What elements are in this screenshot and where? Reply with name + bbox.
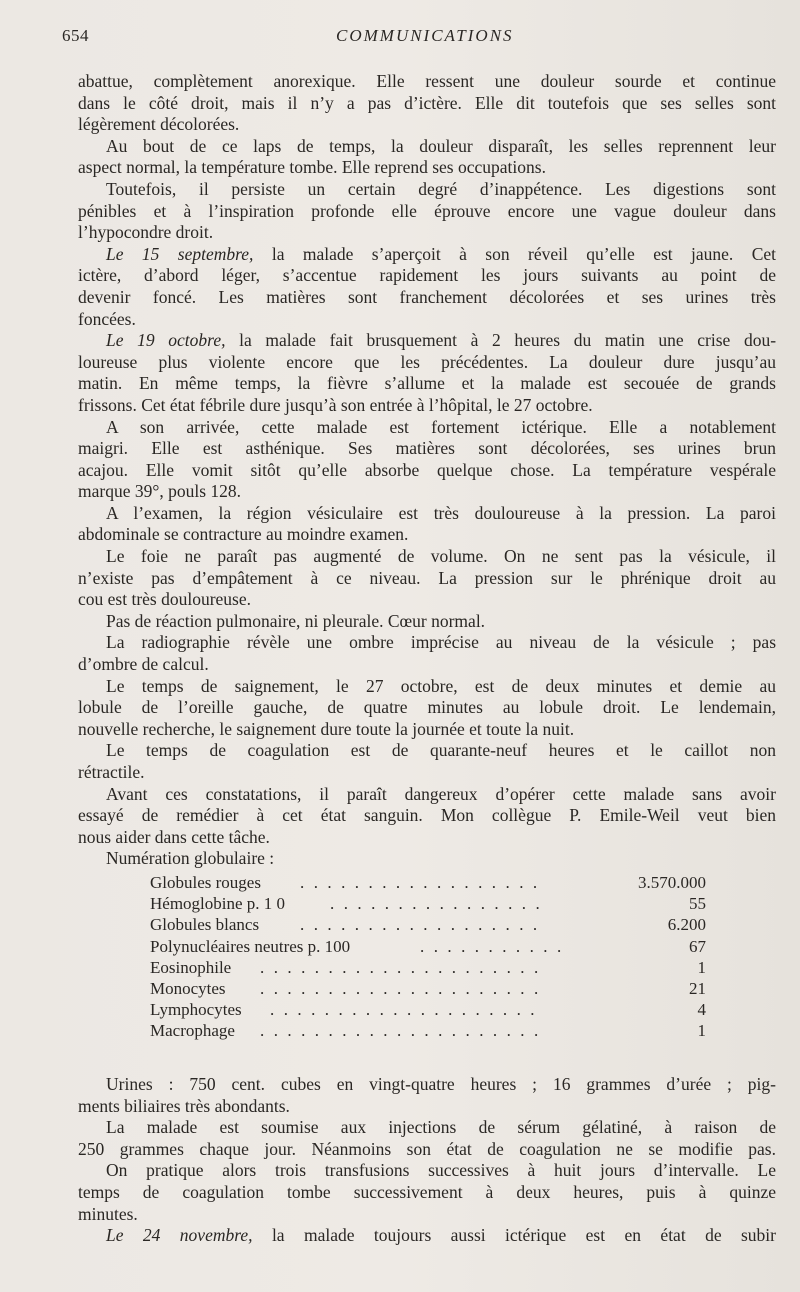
table-row [150,872,706,893]
text-line: aspect normal, la température tombe. Elle reprend ses occupations. [78,157,546,178]
text-line: frissons. Cet état fébrile dure jusqu’à son entrée à l’hôpital, le 27 octobre. [78,394,593,415]
dot-leader: . . . . . . . . . . . . . . . . . . . . . [260,1021,541,1041]
text-line: matin. En même temps, la fièvre s’allume et la malade est secouée de grands [78,373,776,394]
text-line: maigri. Elle est asthénique. Ses matières sont décolorées, ses urines brun [78,438,776,459]
text-line: Pas de réaction pulmonaire, ni pleurale. Cœur normal. [106,610,486,631]
text-line: nous aider dans cette tâche. [78,826,270,847]
date-15-septembre: Le 15 septembre, [106,243,254,264]
text-line: Toutefois, il persiste un certain degré d’inappétence. Les digestions sont [106,178,776,199]
row-label: Lymphocytes [150,1000,242,1020]
row-label: Globules blancs [150,915,260,935]
page-number: 654 [62,26,89,45]
row-value: 1 [697,1021,706,1041]
date-19-octobre: Le 19 octobre, [106,330,226,351]
row-label: Monocytes [150,978,226,998]
text-line: Urines : 750 cent. cubes en vingt-quatre heures ; 16 grammes d’urée ; pig- [106,1074,776,1094]
text-line: pénibles et à l’inspiration profonde elle éprouve encore une vague douleur dans [78,200,776,221]
text-line: cou est très douloureuse. [78,589,252,610]
text-line: légèrement décolorées. [78,114,240,135]
text-line: devenir foncé. Les matières sont franchement décolorées et ses urines très [78,286,776,307]
table-row [150,957,706,978]
table-row [150,1020,706,1041]
dot-leader: . . . . . . . . . . . . . . . . . . . . [270,1000,538,1020]
text-line: abattue, complètement anorexique. Elle ressent une douleur sourde et continue [78,71,776,91]
text-line: minutes. [78,1203,138,1224]
dot-leader: . . . . . . . . . . . [420,936,564,956]
text-line: Avant ces constatations, il paraît dangereux d’opérer cette malade sans avoir [106,783,776,804]
text-line-rest: la malade fait brusquement à 2 heures du matin une crise dou- [239,330,777,351]
text-line: dans le côté droit, mais il n’y a pas d’ictère. Elle dit toutefois que ses selles sont [78,92,776,113]
row-label: Polynucléaires neutres p. 100 [150,936,351,956]
text-line: d’ombre de calcul. [78,654,209,675]
text-line: La malade est soumise aux injections de sérum gélatiné, à raison de [106,1117,776,1138]
table-row [150,978,706,999]
text-line: loureuse plus violente encore que les précédentes. La douleur dure jusqu’au [78,351,776,372]
text-line: A l’examen, la région vésiculaire est très douloureuse à la pression. La paroi [106,502,776,523]
text-line: lobule de l’oreille gauche, de quatre minutes au lobule droit. Le lendemain, [78,697,776,718]
row-value: 3.570.000 [638,873,706,892]
text-line-rest: la malade toujours aussi ictérique est en état de subir [271,1225,777,1246]
row-value: 67 [689,936,706,956]
text-line: La radiographie révèle une ombre imprécise au niveau de la vésicule ; pas [106,632,776,653]
row-value: 1 [697,957,706,977]
text-line [78,1225,776,1247]
dot-leader: . . . . . . . . . . . . . . . . . . . . . [260,957,541,977]
body-text [78,71,776,870]
text-line: marque 39°, pouls 128. [78,481,242,502]
row-label: Eosinophile [150,957,232,977]
text-line: l’hypocondre droit. [78,222,214,243]
dot-leader: . . . . . . . . . . . . . . . . . . [300,915,540,935]
text-line: Au bout de ce laps de temps, la douleur disparaît, les selles reprennent leur [106,135,776,156]
text-line: Numération globulaire : [106,848,275,869]
table-row [150,936,706,957]
table-row [150,893,706,914]
date-24-novembre: Le 24 novembre, [106,1225,253,1246]
text-line [78,330,776,352]
text-line: temps de coagulation tombe successivement à deux heures, puis à quinze [78,1181,776,1202]
text-line: essayé de remédier à cet état sanguin. Mon collègue P. Emile-Weil veut bien [78,805,776,826]
text-line: nouvelle recherche, le saignement dure toute la journée et toute la nuit. [78,718,575,739]
dot-leader: . . . . . . . . . . . . . . . . . . [300,873,540,892]
text-line: Le temps de saignement, le 27 octobre, est de deux minutes et demie au [106,675,776,696]
text-line: ictère, d’abord léger, s’accentue rapidement les jours suivants au point de [78,265,776,286]
row-value: 55 [689,894,706,914]
text-line: foncées. [78,308,136,329]
row-value: 6.200 [667,915,706,935]
table-row [150,914,706,935]
text-line: On pratique alors trois transfusions successives à huit jours d’intervalle. Le [106,1160,776,1181]
text-line: n’existe pas d’empâtement à ce niveau. La pression sur le phrénique droit au [78,567,776,588]
text-line: A son arrivée, cette malade est fortement ictérique. Elle a notablement [106,416,776,437]
dot-leader: . . . . . . . . . . . . . . . . . . . . . [260,978,541,998]
dot-leader: . . . . . . . . . . . . . . . . [330,894,543,914]
running-title: COMMUNICATIONS [336,26,514,45]
row-label: Globules rouges [150,873,261,892]
text-line: acajou. Elle vomit sitôt qu’elle absorbe quelque chose. La température vespérale [78,459,776,480]
page-header [62,26,742,50]
row-label: Hémoglobine p. 1 0 [150,894,286,914]
text-line-rest: la malade s’aperçoit à son réveil qu’elle est jaune. Cet [271,243,776,264]
text-line: 250 grammes chaque jour. Néanmoins son état de coagulation ne se modifie pas. [78,1138,776,1159]
text-line: Le foie ne paraît pas augmenté de volume. On ne sent pas la vésicule, il [106,546,776,567]
text-line: Le temps de coagulation est de quarante-neuf heures et le caillot non [106,740,776,761]
row-value: 4 [697,1000,706,1020]
row-value: 21 [689,978,706,998]
table-row [150,999,706,1020]
text-line: ments biliaires très abondants. [78,1095,290,1116]
text-line: rétractile. [78,762,145,782]
blood-count-table [150,872,706,1042]
text-line: abdominale se contracture au moindre examen. [78,524,409,545]
body-text-continued [78,1074,776,1247]
row-label: Macrophage [150,1021,235,1041]
text-line [78,244,776,266]
